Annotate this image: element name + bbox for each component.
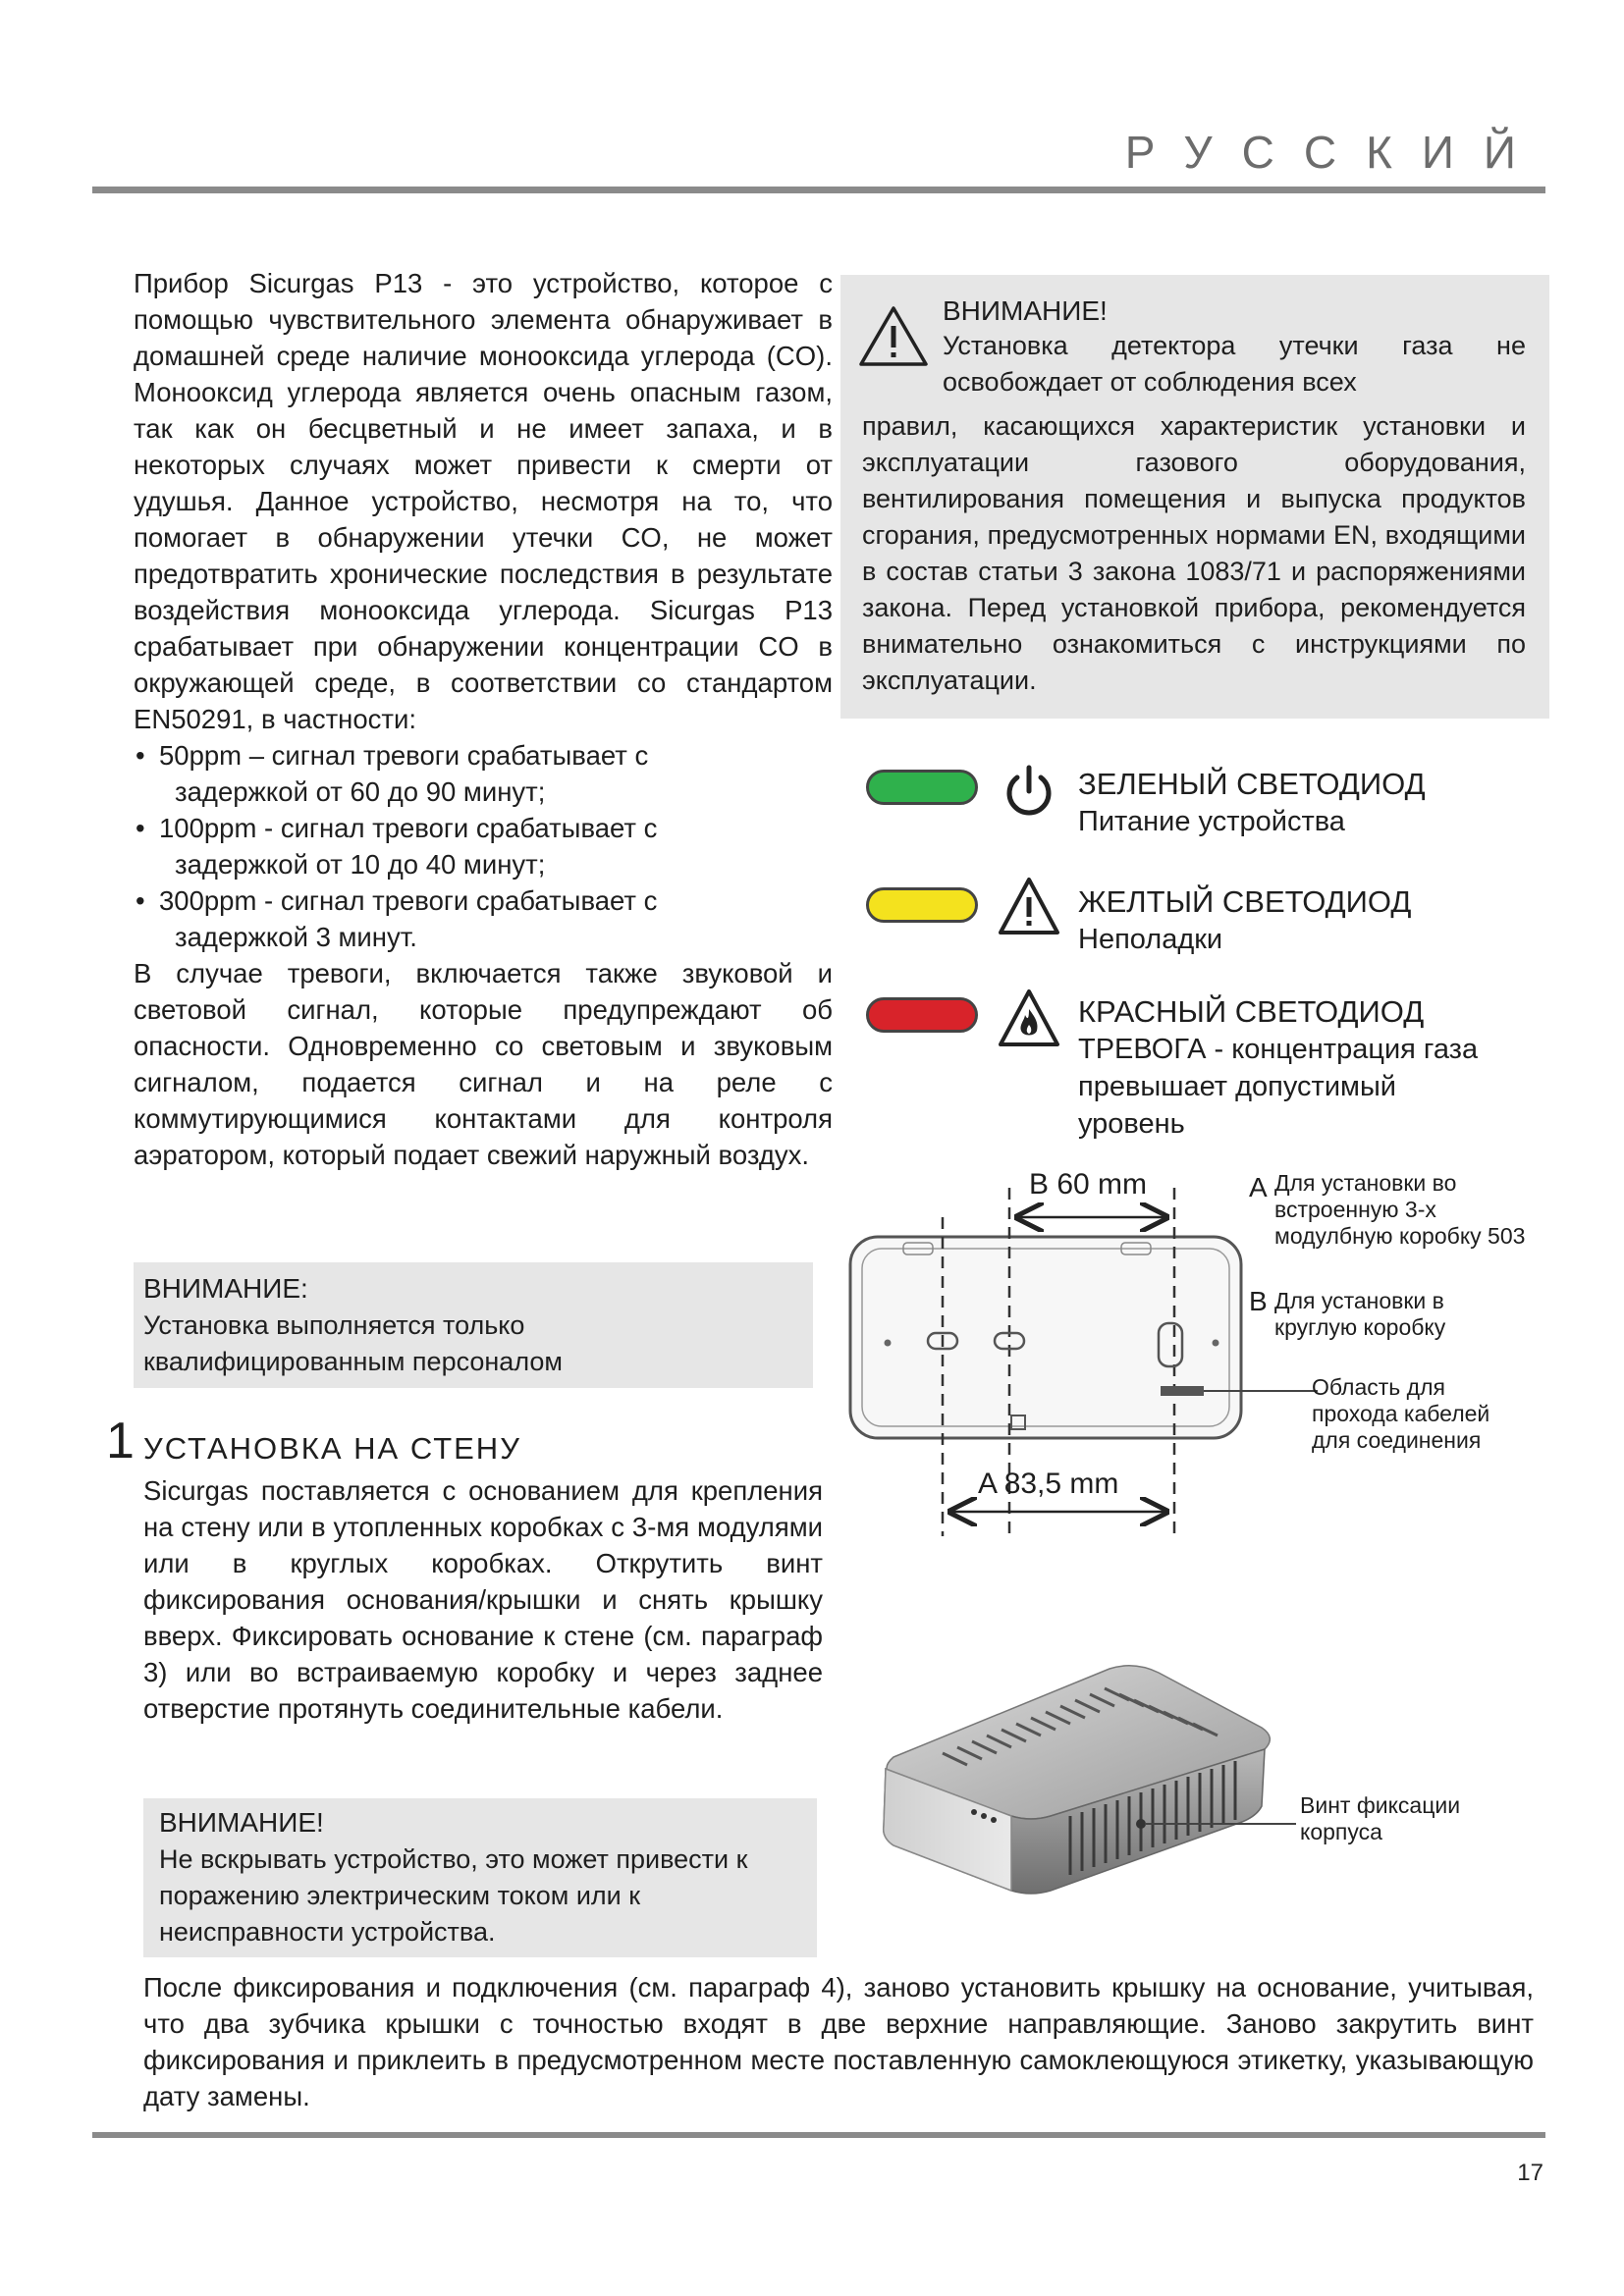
cable-leader-line bbox=[1204, 1390, 1318, 1392]
led-red-desc: ТРЕВОГА - концентрация газа превышает допустимый уровень bbox=[1078, 1034, 1479, 1140]
bullet-main: 50ppm – сигнал тревоги срабатывает с bbox=[159, 740, 649, 771]
led-green-title: ЗЕЛЕНЫЙ СВЕТОДИОД bbox=[1078, 767, 1426, 801]
led-yellow-desc: Неполадки bbox=[1078, 924, 1223, 955]
page-number: 17 bbox=[1517, 2160, 1543, 2186]
list-item bbox=[134, 882, 833, 955]
warning-icon bbox=[998, 876, 1060, 938]
dimension-a-label: A 83,5 mm bbox=[978, 1468, 1119, 1500]
led-yellow-indicator bbox=[866, 887, 978, 923]
warning-icon bbox=[858, 304, 929, 367]
led-yellow-title: ЖЕЛТЫЙ СВЕТОДИОД bbox=[1078, 884, 1412, 919]
power-icon bbox=[998, 760, 1060, 823]
led-yellow bbox=[866, 883, 1543, 972]
warning-text-rest: правил, касающихся характеристик установки и эксплуатации газового оборудования, вентилирования помещения и выпуска продуктов сгорания, предусмотренных нормами EN, входящими в состав статьи 3 закона 1083/71 и распоряжениями закона. Перед установкой прибора, рекомендуется внимательно ознакомиться с инструкциями по эксплуатации. bbox=[862, 411, 1526, 695]
alarm-paragraph: В случае тревоги, включается также звуковой и световой сигнал, которые предупреждают об опасности. Одновременно со световым и звуковым сигналом, подается сигнал и на реле с коммутирующимися контактами для контроля аэратором, который подает свежий наружный воздух. bbox=[134, 958, 833, 1170]
ppm-list bbox=[134, 737, 833, 955]
warning-title: ВНИМАНИЕ! bbox=[943, 295, 1108, 326]
section-title: УСТАНОВКА НА СТЕНУ bbox=[143, 1431, 521, 1466]
intro-paragraph: Прибор Sicurgas P13 - это устройство, которое с помощью чувствительного элемента обнаруживает в домашней среде наличие монооксида углерода (CO). Монооксид углерода является очень опасным газом, так как он бесцветный и не имеет запаха, и в некоторых случаях может привести к смерти от удушья. Данное устройство, несмотря на то, что помогает в обнаружении утечки CO, не может предотвратить хронические последствия в результате воздействия монооксида углерода. Sicurgas P13 срабатывает при обнаружении концентрации CO в окружающей среде, в соответствии со стандартом EN50291, в частности: bbox=[134, 268, 833, 734]
screw-note: Винт фиксации корпуса bbox=[1300, 1792, 1461, 1844]
warning-open-title: ВНИМАНИЕ! bbox=[159, 1807, 324, 1838]
footer-rule bbox=[92, 2132, 1545, 2138]
warning-text-first: Установка детектора утечки газа не освобождает от соблюдения всех bbox=[943, 331, 1526, 397]
section-text: Sicurgas поставляется с основанием для крепления на стену или в утопленных коробках с 3-мя модулями или в круглых коробках. Открутить винт фиксирования основания/крышки и снять крышку вверх. Фиксировать основание к стене (см. параграф 3) или во встраиваемую коробку и через заднее отверстие протянуть соединительные кабели. bbox=[143, 1475, 823, 1724]
warning-open-box bbox=[143, 1798, 817, 1957]
led-green-desc: Питание устройства bbox=[1078, 806, 1345, 837]
footer-paragraph: После фиксирования и подключения (см. параграф 4), заново установить крышку на основание, учитывая, что два зубчика крышки с точностью входят в две верхние направляющие. Заново закрутить винт фиксирования и приклеить в предусмотренном месте поставленную самоклеющуюся этикетку, указывающую дату замены. bbox=[143, 1972, 1534, 2111]
fixing-screw bbox=[1136, 1819, 1146, 1829]
led-red-indicator bbox=[866, 997, 978, 1033]
led-green bbox=[866, 766, 1543, 854]
section-number: 1 bbox=[106, 1413, 135, 1469]
led-red-title: КРАСНЫЙ СВЕТОДИОД bbox=[1078, 994, 1425, 1029]
warning-personnel-text: Установка выполняется только квалифицированным персоналом bbox=[143, 1310, 563, 1376]
cable-note: Область для прохода кабелей для соединения bbox=[1312, 1374, 1490, 1453]
bullet-cont: задержкой от 60 до 90 минут; bbox=[175, 776, 546, 807]
warning-personnel-title: ВНИМАНИЕ: bbox=[143, 1273, 308, 1304]
note-a-letter: A bbox=[1249, 1172, 1268, 1202]
bullet-cont: задержкой 3 минут. bbox=[175, 922, 417, 952]
warning-open-text: Не вскрывать устройство, это может привести к поражению электрическим током или к неисправности устройства. bbox=[159, 1844, 748, 1947]
intro-text bbox=[134, 265, 833, 1173]
bullet-main: 300ppm - сигнал тревоги срабатывает с bbox=[159, 885, 658, 916]
language-heading: РУССКИЙ bbox=[1124, 127, 1545, 178]
note-b: Для установки в круглую коробку bbox=[1274, 1288, 1446, 1340]
warning-install-box bbox=[840, 275, 1549, 719]
led-red bbox=[866, 993, 1543, 1150]
flame-warning-icon bbox=[998, 988, 1060, 1050]
list-item bbox=[134, 737, 833, 810]
bullet-main: 100ppm - сигнал тревоги срабатывает с bbox=[159, 813, 658, 843]
dimension-b-label: B 60 mm bbox=[1029, 1168, 1148, 1201]
header-rule bbox=[92, 187, 1545, 193]
warning-personnel-box bbox=[134, 1262, 813, 1388]
list-item bbox=[134, 810, 833, 882]
note-a: Для установки во встроенную 3-х модулбную коробку 503 bbox=[1274, 1170, 1526, 1249]
device-illustration bbox=[864, 1659, 1296, 1904]
bullet-cont: задержкой от 10 до 40 минут; bbox=[175, 849, 546, 880]
led-green-indicator bbox=[866, 770, 978, 805]
note-b-letter: B bbox=[1249, 1286, 1268, 1316]
